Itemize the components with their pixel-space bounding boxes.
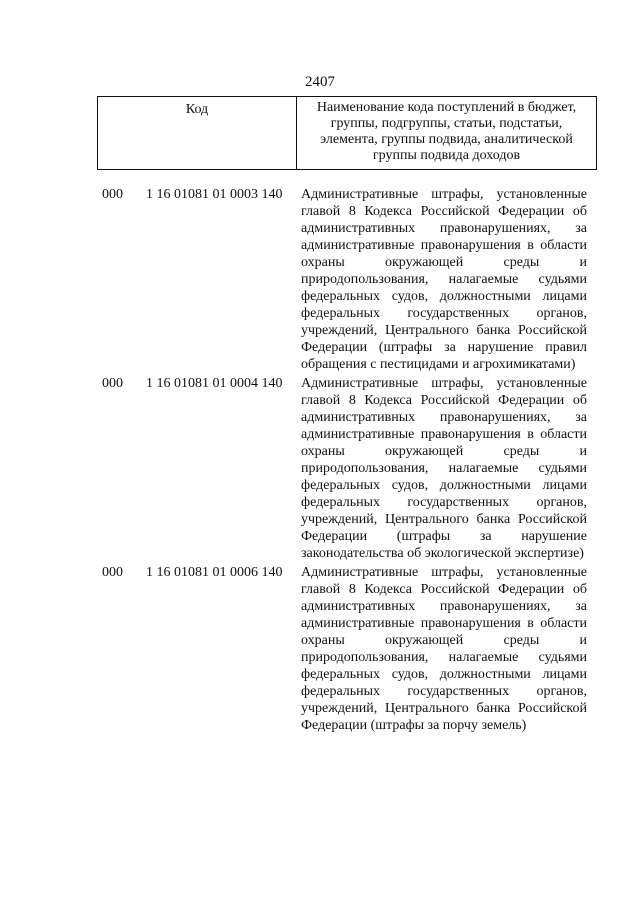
- income-name: Административные штрафы, установленные главой 8 Кодекса Российской Федерации об административных правонарушениях, за административные правонарушения в области охраны окружающей среды и природопользования, налагаемые судьями федеральных судов, должностными лицами федеральных государственных органов, учреждений, Центрального банка Российской Федерации (штрафы за нарушение законодательства об экологической экспертизе): [301, 376, 587, 561]
- table-row: [0, 375, 640, 562]
- column-header-code: Код: [98, 97, 297, 169]
- column-header-name: Наименование кода поступлений в бюджет, группы, подгруппы, статьи, подстатьи, элемента, группы подвида, аналитической группы подвида доходов: [316, 100, 577, 163]
- income-code: 1 16 01081 01 0003 140: [146, 187, 283, 202]
- admin-code: 000: [102, 187, 123, 202]
- income-name: Административные штрафы, установленные главой 8 Кодекса Российской Федерации об административных правонарушениях, за административные правонарушения в области охраны окружающей среды и природопользования, налагаемые судьями федеральных судов, должностными лицами федеральных государственных органов, учреждений, Центрального банка Российской Федерации (штрафы за порчу земель): [301, 565, 587, 733]
- table-body: [0, 186, 640, 736]
- income-name: Административные штрафы, установленные главой 8 Кодекса Российской Федерации об административных правонарушениях, за административные правонарушения в области охраны окружающей среды и природопользования, налагаемые судьями федеральных судов, должностными лицами федеральных государственных органов, учреждений, Центрального банка Российской Федерации (штрафы за нарушение правил обращения с пестицидами и агрохимикатами): [301, 187, 587, 372]
- table-row: [0, 564, 640, 734]
- income-code: 1 16 01081 01 0004 140: [146, 376, 283, 391]
- admin-code: 000: [102, 565, 123, 580]
- admin-code: 000: [102, 376, 123, 391]
- table-header: [97, 96, 597, 170]
- table-row: [0, 186, 640, 373]
- page-number: 2407: [305, 74, 335, 90]
- income-code: 1 16 01081 01 0006 140: [146, 565, 283, 580]
